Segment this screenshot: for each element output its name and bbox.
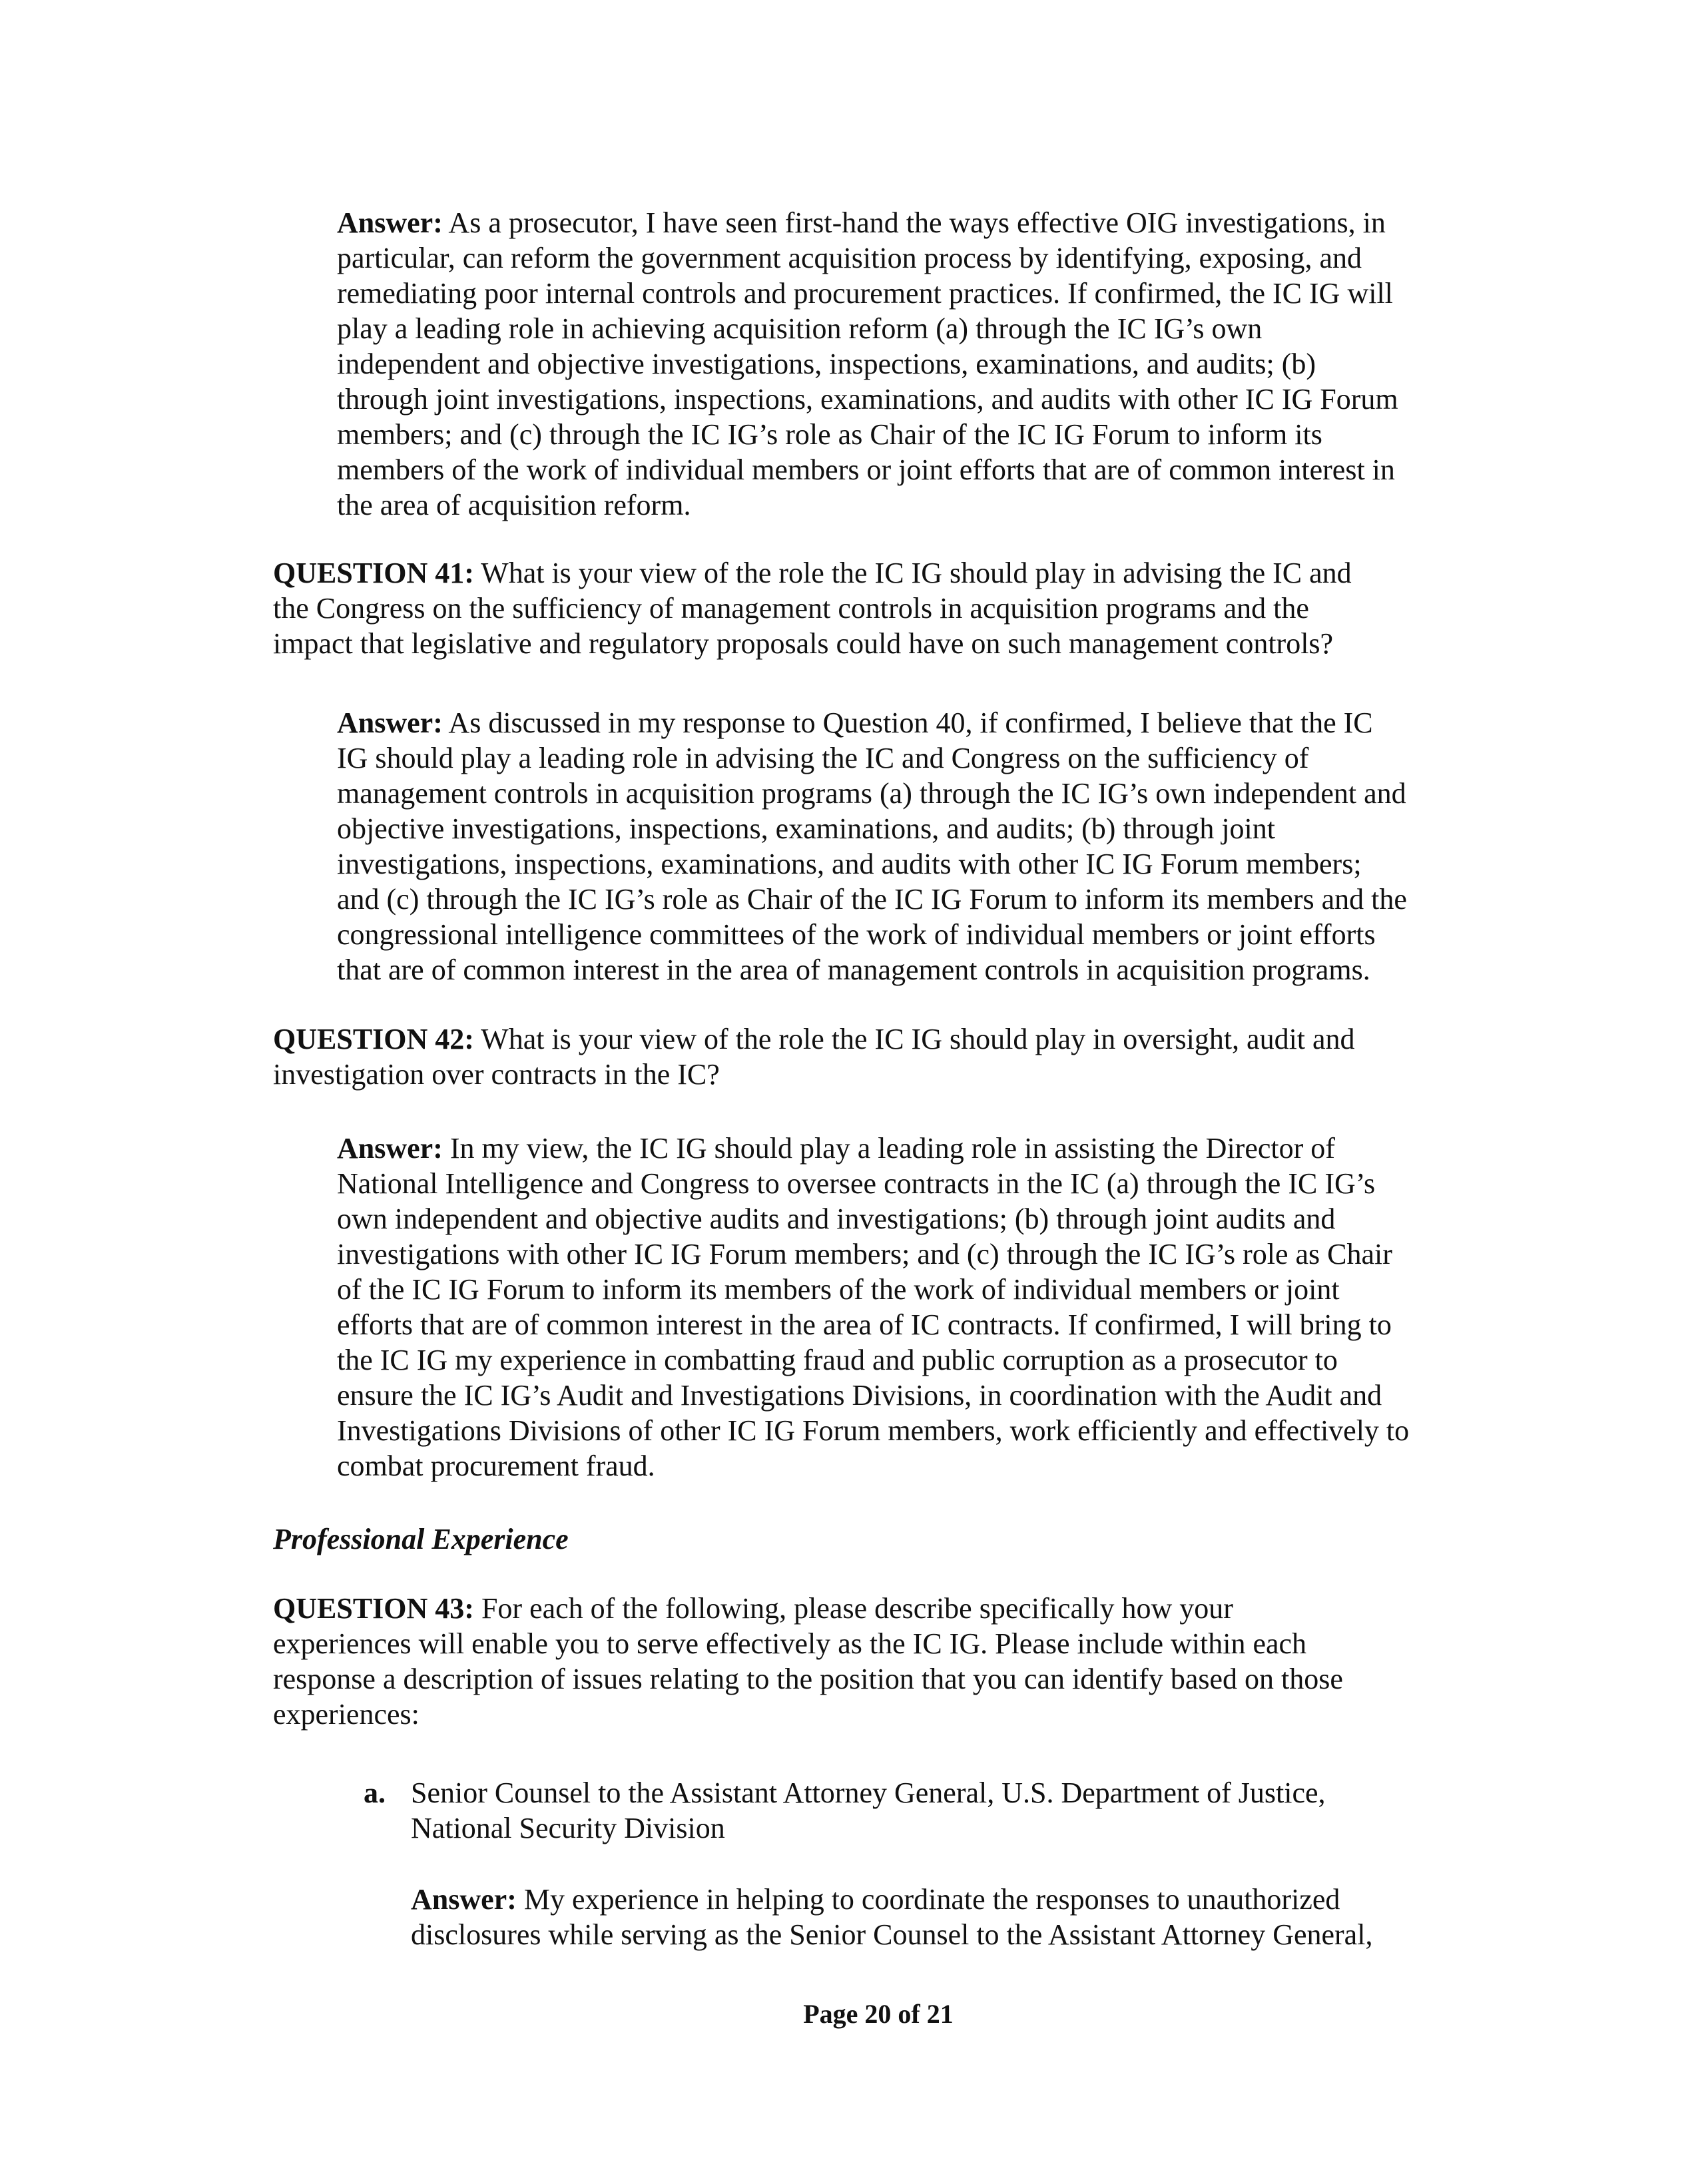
question-label: QUESTION 42: [273, 1023, 474, 1055]
section-heading: Professional Experience [273, 1523, 569, 1555]
list-marker-a: a. [364, 1776, 386, 1809]
question-text: For each of the following, please describe specifically how your experiences will enable you to serve effectively as the IC IG. Please include within each response a description of issues relating to the position that you can identify based on those experiences: [273, 1592, 1343, 1731]
answer-text: As discussed in my response to Question 40, if confirmed, I believe that the IC IG should play a leading role in advising the IC and Congress on the sufficiency of management controls in acquisition programs (a) through the IC IG’s own independent and objective investigations, inspections, examinations, and audits; (b) through joint investigations, inspections, examinations, and audits with other IC IG Forum members; and (c) through the IC IG’s role as Chair of the IC IG Forum to inform its members and the congressional intelligence committees of the work of individual members or joint efforts that are of common interest in the area of management controls in acquisition programs. [337, 706, 1407, 986]
question-label: QUESTION 41: [273, 557, 474, 589]
answer-text: In my view, the IC IG should play a leading role in assisting the Director of National Intelligence and Congress to oversee contracts in the IC (a) through the IC IG’s own independent and objective audits and investigations; (b) through joint audits and investigations with other IC IG Forum members; and (c) through the IC IG’s role as Chair of the IC IG Forum to inform its members of the work of individual members or joint efforts that are of common interest in the area of IC contracts. If confirmed, I will bring to the IC IG my experience in combatting fraud and public corruption as a prosecutor to ensure the IC IG’s Audit and Investigations Divisions, in coordination with the Audit and Investigations Divisions of other IC IG Forum members, work efficiently and effectively to combat procurement fraud. [337, 1132, 1410, 1482]
answer-label: Answer: [411, 1883, 517, 1916]
answer-label: Answer: [337, 206, 443, 239]
answer-40 [337, 205, 1398, 523]
answer-42 [337, 1131, 1409, 1484]
answer-text: My experience in helping to coordinate the responses to unauthorized disclosures while serving as the Senior Counsel to the Assistant Attorney General, [411, 1883, 1373, 1951]
question-41 [273, 555, 1352, 661]
answer-text: As a prosecutor, I have seen first-hand the ways effective OIG investigations, in particular, can reform the government acquisition process by identifying, exposing, and remediating poor internal controls and procurement practices. If confirmed, the IC IG will play a leading role in achieving acquisition reform (a) through the IC IG’s own independent and objective investigations, inspections, examinations, and audits; (b) through joint investigations, inspections, examinations, and audits with other IC IG Forum members; and (c) through the IC IG’s role as Chair of the IC IG Forum to inform its members of the work of individual members or joint efforts that are of common interest in the area of acquisition reform. [337, 206, 1398, 521]
answer-41 [337, 705, 1407, 987]
answer-label: Answer: [337, 1132, 443, 1165]
page-number: Page 20 of 21 [803, 1999, 954, 2029]
question-text: What is your view of the role the IC IG should play in advising the IC and the Congress on the sufficiency of management controls in acquisition programs and the impact that legislative and regulatory proposals could have on such management controls? [273, 557, 1352, 660]
list-item-a: Senior Counsel to the Assistant Attorney General, U.S. Department of Justice, National Security Division [411, 1776, 1326, 1844]
question-label: QUESTION 43: [273, 1592, 474, 1625]
question-42 [273, 1021, 1355, 1092]
question-43 [273, 1591, 1343, 1732]
question-text: What is your view of the role the IC IG should play in oversight, audit and investigation over contracts in the IC? [273, 1023, 1355, 1091]
answer-label: Answer: [337, 706, 443, 739]
answer-43a [411, 1882, 1372, 1952]
